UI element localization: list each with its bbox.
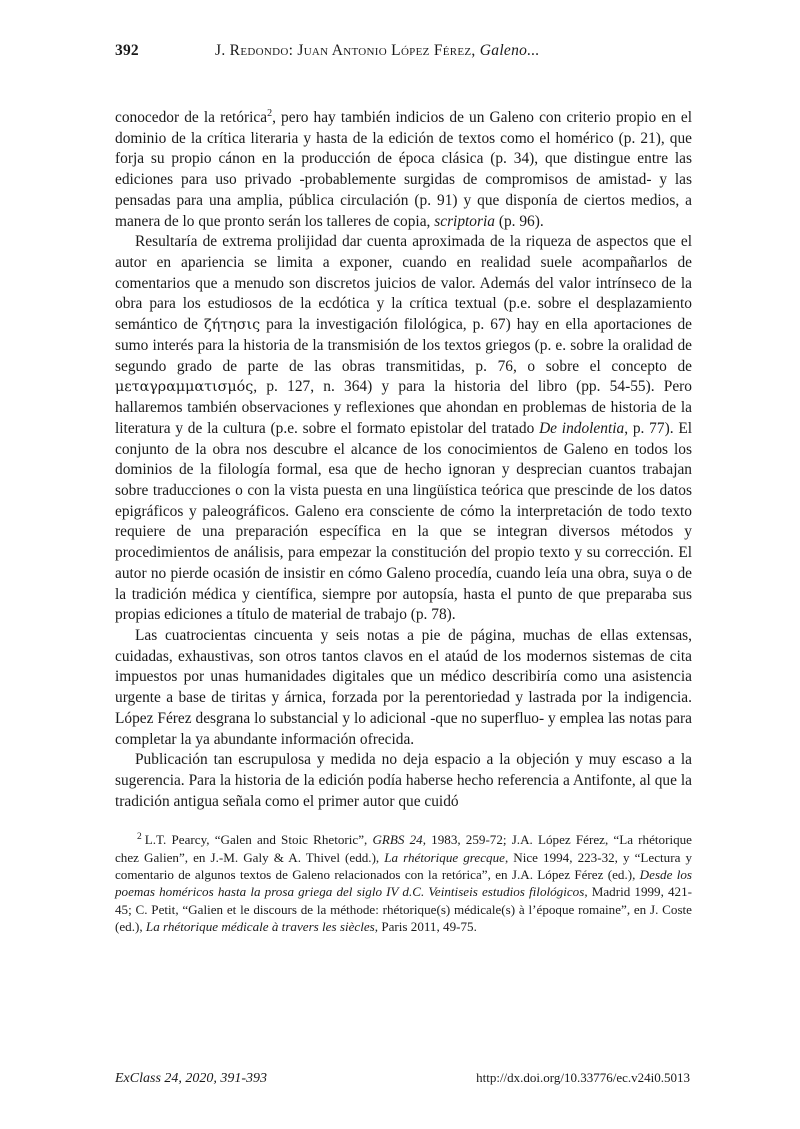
footnote-reference[interactable]: 2 bbox=[267, 107, 273, 119]
greek-term: ζήτησις bbox=[203, 317, 261, 334]
text-run: Las cuatrocientas cincuenta y seis notas a pie de página, muchas de ellas extensas, cuidadas, exhaustivas, son otros tantos clavos en el ataúd de los modernos sistemas de cita impuestos por unas humanidades digitales que un médico describiría como una asistencia urgente a base de tiritas y árnica, forzada por la perentoriedad y lastrada por la indigencia. López Férez desgrana lo substancial y lo adicional -que no superfluo- y emplea las notas para completar la ya abundante información ofrecida. bbox=[115, 626, 692, 748]
text-run: L.T. Pearcy, “Galen and Stoic Rhetoric”, bbox=[144, 832, 373, 848]
text-run: , Paris 2011, 49-75. bbox=[374, 918, 477, 934]
text-run: , Madrid 1999, 421-45; C. Petit, “Galien et le discours de la méthode: rhétorique(s) médicale(s) à l’époque romaine”, en J. Coste (ed.), bbox=[115, 884, 692, 934]
running-head bbox=[115, 42, 690, 70]
running-head-reviewer: J. Redondo bbox=[215, 42, 289, 59]
body-paragraph bbox=[115, 750, 692, 812]
italic-text: La rhétorique médicale à travers les siècles bbox=[145, 918, 375, 934]
text-run: (p. 96). bbox=[494, 212, 544, 230]
text-run: para la investigación filológica, p. 67) hay en ella aportaciones de sumo interés para la historia de la transmisión de los textos griegos (p. e. sobre la oralidad de segundo grado de parte de las obras transmitidas, p. 76, o sobre el concepto de bbox=[115, 316, 693, 375]
footnote-2 bbox=[115, 831, 692, 935]
italic-text: GRBS 24 bbox=[372, 832, 423, 848]
body-paragraph bbox=[115, 232, 692, 626]
text-run: Resultaría de extrema prolijidad dar cuenta aproximada de la riqueza de aspectos que el autor en apariencia se limita a exponer, cuando en realidad suele acompañarlos de comentarios que a menudo son discretos juicios de valor. Además del valor intrínseco de la obra para los estudiosos de la ecdótica y la crítica textual (p.e. sobre el desplazamiento semántico de bbox=[115, 233, 692, 334]
greek-term: μεταγραμματισμός bbox=[115, 379, 254, 396]
italic-text: La rhétorique grecque bbox=[384, 849, 505, 865]
body-paragraph bbox=[115, 108, 692, 232]
body-paragraph bbox=[115, 626, 692, 750]
text-run: , pero hay también indicios de un Galeno con criterio propio en el dominio de la crítica literaria y hasta de la edición de textos como el homérico (p. 21), que forja su propio cánon en la producción de época clásica (p. 34), que distingue entre las ediciones para uso privado -probablemente surgidas de compromisos de amistad- y las pensadas para una amplia, pública circulación (p. 91) y que disponía de ciertos medios, a manera de lo que pronto serán los talleres de copia, bbox=[115, 109, 693, 230]
page-number: 392 bbox=[115, 42, 139, 59]
text-run: , Nice 1994, 223-32, y “Lectura y comentario de algunos textos de Galeno relacionados con la retórica”, en J.A. López Férez (ed.), bbox=[115, 849, 692, 882]
running-head-separator: : bbox=[288, 42, 298, 59]
page-footer bbox=[115, 1070, 690, 1087]
footnote-marker: 2 bbox=[137, 832, 142, 843]
footnote-zone bbox=[115, 831, 692, 935]
footnote-text bbox=[115, 832, 692, 933]
running-head-book-author: Juan Antonio López Férez, bbox=[297, 42, 480, 59]
text-run: conocedor de la retórica bbox=[115, 109, 268, 126]
body-text bbox=[115, 108, 692, 812]
text-run: , 1983, 259-72; J.A. López Férez, “La rhétorique chez Galien”, en J.-M. Galy & A. Thivel (edd.), bbox=[115, 832, 692, 865]
text-run: , p. 127, n. 364) y para la historia del libro (pp. 54-55). Pero hallaremos también observaciones y reflexiones que ahondan en problemas de historia de la literatura y de la cultura (p.e. sobre el formato epistolar del tratado bbox=[115, 378, 692, 437]
text-run: Publicación tan escrupulosa y medida no deja espacio a la objeción y muy escaso a la sugerencia. Para la historia de la edición podía haberse hecho referencia a Antifonte, al que la tradición antigua señala como el primer autor que cuidó bbox=[115, 751, 692, 810]
italic-text: Desde los poemas homéricos hasta la prosa griega del siglo IV d.C. Veintiseis estudios filológicos bbox=[115, 867, 692, 900]
italic-text: De indolentia bbox=[539, 419, 625, 437]
running-head-book-title: Galeno... bbox=[479, 42, 540, 59]
text-run: , p. 77). El conjunto de la obra nos descubre el alcance de los conocimientos de Galeno en todos los dominios de la filología formal, esa que de hecho ignoran y desprecian cuantos trabajan sobre traducciones o con la vista puesta en una lingüística teórica que prescinde de los datos epigráficos y paleográficos. Galeno era consciente de cómo la interpretación de todo texto requiere de una preparación específica en la que se integran diversos métodos y procedimientos de análisis, para empezar la constitución del propio texto y su corrección. El autor no pierde ocasión de insistir en cómo Galeno procedía, cuando leía una obra, suya o de la tradición médica y científica, siempre por autopsía, hasta el punto de que preparaba sus propias ediciones a título de material de trabajo (p. 78). bbox=[115, 419, 693, 624]
doi-link[interactable]: http://dx.doi.org/10.33776/ec.v24i0.5013 bbox=[476, 1070, 690, 1085]
italic-text: scriptoria bbox=[434, 212, 495, 230]
running-head-title bbox=[215, 42, 540, 60]
journal-citation: ExClass 24, 2020, 391-393 bbox=[115, 1071, 268, 1086]
